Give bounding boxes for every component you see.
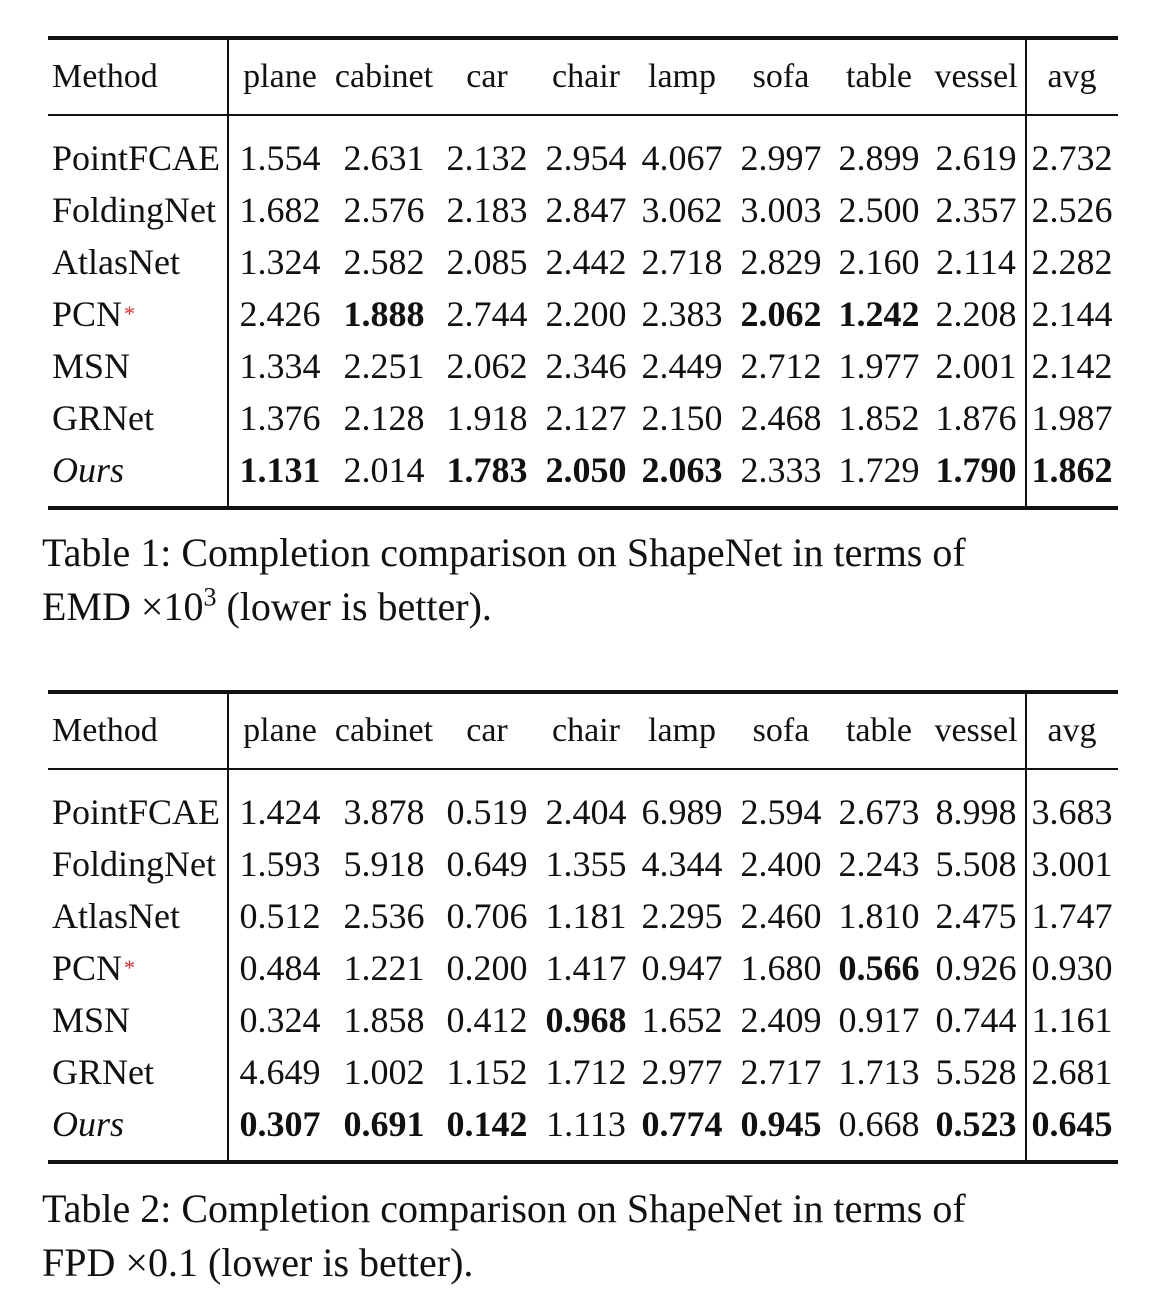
caption-line2-a: EMD ×10 <box>42 584 204 629</box>
table-row <box>48 890 1118 942</box>
value-cell: 3.878 <box>343 792 425 832</box>
value-cell: 2.594 <box>740 792 822 832</box>
value-cell: 2.582 <box>343 242 425 282</box>
bottom-rule <box>48 506 1118 510</box>
value-cell: 2.142 <box>1031 346 1113 386</box>
value-cell: 2.449 <box>641 346 723 386</box>
method-label: PointFCAE <box>52 138 221 178</box>
value-cell: 4.067 <box>641 138 723 178</box>
value-cell: 2.282 <box>1031 242 1113 282</box>
value-cell: 2.829 <box>740 242 822 282</box>
value-cell: 2.243 <box>838 844 920 884</box>
caption-line2-a: FPD ×0.1 <box>42 1240 198 1285</box>
column-divider <box>227 184 229 236</box>
method-name <box>52 184 216 236</box>
value-cell: 1.334 <box>239 346 321 386</box>
value-cell: 2.062 <box>446 346 528 386</box>
header-row <box>48 40 1118 114</box>
method-label: AtlasNet <box>52 242 180 282</box>
value-cell: 2.127 <box>545 398 627 438</box>
column-divider <box>227 1046 229 1098</box>
column-divider <box>1025 392 1027 444</box>
column-divider <box>227 942 229 994</box>
value-cell: 0.484 <box>239 948 321 988</box>
value-cell: 1.712 <box>545 1052 627 1092</box>
value-cell: 0.512 <box>239 896 321 936</box>
value-cell: 1.242 <box>838 294 920 334</box>
value-cell: 0.307 <box>239 1104 321 1144</box>
value-cell: 2.014 <box>343 450 425 490</box>
value-cell: 0.519 <box>446 792 528 832</box>
value-cell: 1.858 <box>343 1000 425 1040</box>
method-name <box>52 444 124 496</box>
value-cell: 2.576 <box>343 190 425 230</box>
value-cell: 2.526 <box>1031 190 1113 230</box>
value-cell: 2.954 <box>545 138 627 178</box>
value-cell: 2.847 <box>545 190 627 230</box>
value-cell: 2.717 <box>740 1052 822 1092</box>
method-label: PointFCAE <box>52 792 221 832</box>
column-divider <box>227 444 229 496</box>
value-cell: 0.930 <box>1031 948 1113 988</box>
value-cell: 1.113 <box>546 1104 626 1144</box>
header-avg: avg <box>1047 712 1097 749</box>
value-cell: 0.566 <box>838 948 920 988</box>
value-cell: 2.718 <box>641 242 723 282</box>
value-cell: 2.160 <box>838 242 920 282</box>
value-cell: 2.001 <box>935 346 1017 386</box>
header-plane: plane <box>243 58 317 95</box>
header-chair: chair <box>552 712 620 749</box>
table-row <box>48 132 1118 184</box>
column-divider <box>1025 496 1027 506</box>
value-cell: 1.131 <box>239 450 321 490</box>
value-cell: 3.683 <box>1031 792 1113 832</box>
value-cell: 2.475 <box>935 896 1017 936</box>
header-vessel: vessel <box>934 712 1018 749</box>
method-name <box>52 786 220 838</box>
method-name <box>52 132 220 184</box>
column-divider <box>227 496 229 506</box>
caption-line1: Table 2: Completion comparison on ShapeNet in terms of <box>42 1186 966 1231</box>
value-cell: 0.706 <box>446 896 528 936</box>
value-cell: 2.333 <box>740 450 822 490</box>
value-cell: 2.619 <box>935 138 1017 178</box>
method-name <box>52 392 154 444</box>
column-divider <box>1025 236 1027 288</box>
method-name: PCN * <box>52 294 136 334</box>
value-cell: 2.997 <box>740 138 822 178</box>
value-cell: 1.417 <box>545 948 627 988</box>
method-name <box>52 890 180 942</box>
column-divider <box>1025 694 1027 768</box>
column-divider <box>1025 1150 1027 1160</box>
value-cell: 1.783 <box>446 450 528 490</box>
header-cabinet: cabinet <box>334 712 434 749</box>
spacer <box>48 770 1118 786</box>
header-table: table <box>845 58 913 95</box>
value-cell: 0.324 <box>239 1000 321 1040</box>
column-divider <box>1025 340 1027 392</box>
method-label: PCN <box>52 294 123 334</box>
value-cell: 6.989 <box>641 792 723 832</box>
value-cell: 2.744 <box>446 294 528 334</box>
value-cell: 2.132 <box>446 138 528 178</box>
header-lamp: lamp <box>648 712 716 749</box>
value-cell: 2.295 <box>641 896 723 936</box>
value-cell: 2.681 <box>1031 1052 1113 1092</box>
method-label: FoldingNet <box>52 844 217 884</box>
column-divider <box>1025 942 1027 994</box>
method-name <box>52 1046 154 1098</box>
value-cell: 1.554 <box>239 138 321 178</box>
table-row <box>48 994 1118 1046</box>
value-cell: 2.183 <box>446 190 528 230</box>
value-cell: 2.732 <box>1031 138 1113 178</box>
value-cell: 1.729 <box>838 450 920 490</box>
method-label: FoldingNet <box>52 190 217 230</box>
value-cell: 1.181 <box>545 896 627 936</box>
value-cell: 2.426 <box>239 294 321 334</box>
header-plane: plane <box>243 712 317 749</box>
value-cell: 2.442 <box>545 242 627 282</box>
column-divider <box>1025 838 1027 890</box>
column-divider <box>1025 770 1027 786</box>
value-cell: 2.400 <box>740 844 822 884</box>
value-cell: 1.987 <box>1031 398 1113 438</box>
method-label: Ours <box>52 450 125 490</box>
method-name <box>52 340 130 392</box>
value-cell: 1.161 <box>1031 1000 1113 1040</box>
value-cell: 4.649 <box>239 1052 321 1092</box>
column-divider <box>227 694 229 768</box>
method-label: MSN <box>52 346 131 386</box>
value-cell: 0.200 <box>446 948 528 988</box>
value-cell: 8.998 <box>935 792 1017 832</box>
column-divider <box>1025 132 1027 184</box>
value-cell: 1.324 <box>239 242 321 282</box>
header-method: Method <box>52 712 158 749</box>
value-cell: 1.852 <box>838 398 920 438</box>
value-cell: 0.523 <box>935 1104 1017 1144</box>
value-cell: 2.977 <box>641 1052 723 1092</box>
value-cell: 2.114 <box>936 242 1016 282</box>
value-cell: 0.968 <box>545 1000 627 1040</box>
value-cell: 1.152 <box>446 1052 528 1092</box>
value-cell: 0.774 <box>641 1104 723 1144</box>
table-1 <box>48 36 1118 510</box>
value-cell: 1.876 <box>935 398 1017 438</box>
header-lamp: lamp <box>648 58 716 95</box>
value-cell: 1.221 <box>343 948 425 988</box>
value-cell: 5.528 <box>935 1052 1017 1092</box>
value-cell: 2.383 <box>641 294 723 334</box>
column-divider <box>1025 116 1027 132</box>
header-car: car <box>466 58 508 95</box>
value-cell: 2.128 <box>343 398 425 438</box>
column-divider <box>227 786 229 838</box>
value-cell: 1.652 <box>641 1000 723 1040</box>
method-name <box>52 1098 124 1150</box>
column-divider <box>1025 786 1027 838</box>
value-cell: 2.631 <box>343 138 425 178</box>
header-vessel: vessel <box>934 58 1018 95</box>
value-cell: 1.713 <box>838 1052 920 1092</box>
column-divider <box>227 288 229 340</box>
method-label: GRNet <box>52 1052 154 1092</box>
column-divider <box>1025 184 1027 236</box>
column-divider <box>1025 288 1027 340</box>
value-cell: 3.003 <box>740 190 822 230</box>
caption-line2-b: (lower is better). <box>216 584 492 629</box>
column-divider <box>227 890 229 942</box>
value-cell: 0.142 <box>446 1104 528 1144</box>
value-cell: 1.424 <box>239 792 321 832</box>
header-sofa: sofa <box>752 712 810 749</box>
value-cell: 1.918 <box>446 398 528 438</box>
value-cell: 5.508 <box>935 844 1017 884</box>
value-cell: 2.150 <box>641 398 723 438</box>
table-row <box>48 444 1118 496</box>
value-cell: 1.810 <box>838 896 920 936</box>
table-row <box>48 288 1118 340</box>
value-cell: 0.691 <box>343 1104 425 1144</box>
value-cell: 0.649 <box>446 844 528 884</box>
method-name <box>52 236 180 288</box>
value-cell: 2.899 <box>838 138 920 178</box>
header-row <box>48 694 1118 768</box>
spacer <box>48 496 1118 506</box>
value-cell: 5.918 <box>343 844 425 884</box>
value-cell: 2.251 <box>343 346 425 386</box>
header-cabinet: cabinet <box>334 58 434 95</box>
column-divider <box>227 132 229 184</box>
value-cell: 2.200 <box>545 294 627 334</box>
method-name: PCN * <box>52 948 136 988</box>
column-divider <box>227 838 229 890</box>
value-cell: 0.947 <box>641 948 723 988</box>
table-1-caption <box>42 526 1132 634</box>
method-label: GRNet <box>52 398 154 438</box>
value-cell: 0.412 <box>446 1000 528 1040</box>
value-cell: 2.063 <box>641 450 723 490</box>
caption-line2-b: (lower is better). <box>197 1240 474 1285</box>
table-row <box>48 838 1118 890</box>
value-cell: 2.500 <box>838 190 920 230</box>
header-chair: chair <box>552 58 620 95</box>
value-cell: 3.001 <box>1031 844 1113 884</box>
table-row <box>48 340 1118 392</box>
table-row <box>48 184 1118 236</box>
value-cell: 1.888 <box>343 294 425 334</box>
caption-line1: Table 1: Completion comparison on ShapeNet in terms of <box>42 530 966 575</box>
value-cell: 1.680 <box>740 948 822 988</box>
table-row <box>48 1098 1118 1150</box>
value-cell: 0.645 <box>1031 1104 1113 1144</box>
column-divider <box>227 1098 229 1150</box>
value-cell: 2.460 <box>740 896 822 936</box>
table-row <box>48 1046 1118 1098</box>
value-cell: 2.357 <box>935 190 1017 230</box>
value-cell: 0.926 <box>935 948 1017 988</box>
column-divider <box>1025 444 1027 496</box>
method-label: AtlasNet <box>52 896 180 936</box>
value-cell: 2.050 <box>545 450 627 490</box>
value-cell: 2.409 <box>740 1000 822 1040</box>
column-divider <box>1025 994 1027 1046</box>
method-label: MSN <box>52 1000 131 1040</box>
spacer <box>48 116 1118 132</box>
header-avg: avg <box>1047 58 1097 95</box>
value-cell: 3.062 <box>641 190 723 230</box>
value-cell: 0.917 <box>838 1000 920 1040</box>
column-divider <box>1025 40 1027 114</box>
value-cell: 4.344 <box>641 844 723 884</box>
header-method: Method <box>52 58 158 95</box>
column-divider <box>1025 890 1027 942</box>
value-cell: 2.062 <box>740 294 822 334</box>
value-cell: 2.085 <box>446 242 528 282</box>
value-cell: 0.945 <box>740 1104 822 1144</box>
value-cell: 1.682 <box>239 190 321 230</box>
value-cell: 2.346 <box>545 346 627 386</box>
value-cell: 2.673 <box>838 792 920 832</box>
header-car: car <box>466 712 508 749</box>
value-cell: 1.862 <box>1031 450 1113 490</box>
table-2-caption <box>42 1182 1132 1290</box>
value-cell: 1.747 <box>1031 896 1113 936</box>
method-label: PCN <box>52 948 123 988</box>
table-row <box>48 236 1118 288</box>
method-name <box>52 994 130 1046</box>
value-cell: 2.208 <box>935 294 1017 334</box>
value-cell: 0.744 <box>935 1000 1017 1040</box>
bottom-rule <box>48 1160 1118 1164</box>
column-divider <box>227 1150 229 1160</box>
value-cell: 2.712 <box>740 346 822 386</box>
column-divider <box>227 994 229 1046</box>
value-cell: 2.468 <box>740 398 822 438</box>
column-divider <box>1025 1098 1027 1150</box>
column-divider <box>227 40 229 114</box>
table-2 <box>48 690 1118 1164</box>
value-cell: 1.977 <box>838 346 920 386</box>
table-row <box>48 786 1118 838</box>
column-divider <box>1025 1046 1027 1098</box>
column-divider <box>227 116 229 132</box>
column-divider <box>227 770 229 786</box>
value-cell: 1.002 <box>343 1052 425 1092</box>
value-cell: 2.144 <box>1031 294 1113 334</box>
method-label: Ours <box>52 1104 125 1144</box>
value-cell: 2.404 <box>545 792 627 832</box>
column-divider <box>227 392 229 444</box>
value-cell: 1.790 <box>935 450 1017 490</box>
spacer <box>48 1150 1118 1160</box>
caption-sup: 3 <box>203 582 217 612</box>
column-divider <box>227 340 229 392</box>
method-name <box>52 838 216 890</box>
column-divider <box>227 236 229 288</box>
value-cell: 1.593 <box>239 844 321 884</box>
header-table: table <box>845 712 913 749</box>
table-row <box>48 942 1118 994</box>
value-cell: 1.355 <box>545 844 627 884</box>
header-sofa: sofa <box>752 58 810 95</box>
value-cell: 2.536 <box>343 896 425 936</box>
table-row <box>48 392 1118 444</box>
value-cell: 1.376 <box>239 398 321 438</box>
value-cell: 0.668 <box>838 1104 920 1144</box>
